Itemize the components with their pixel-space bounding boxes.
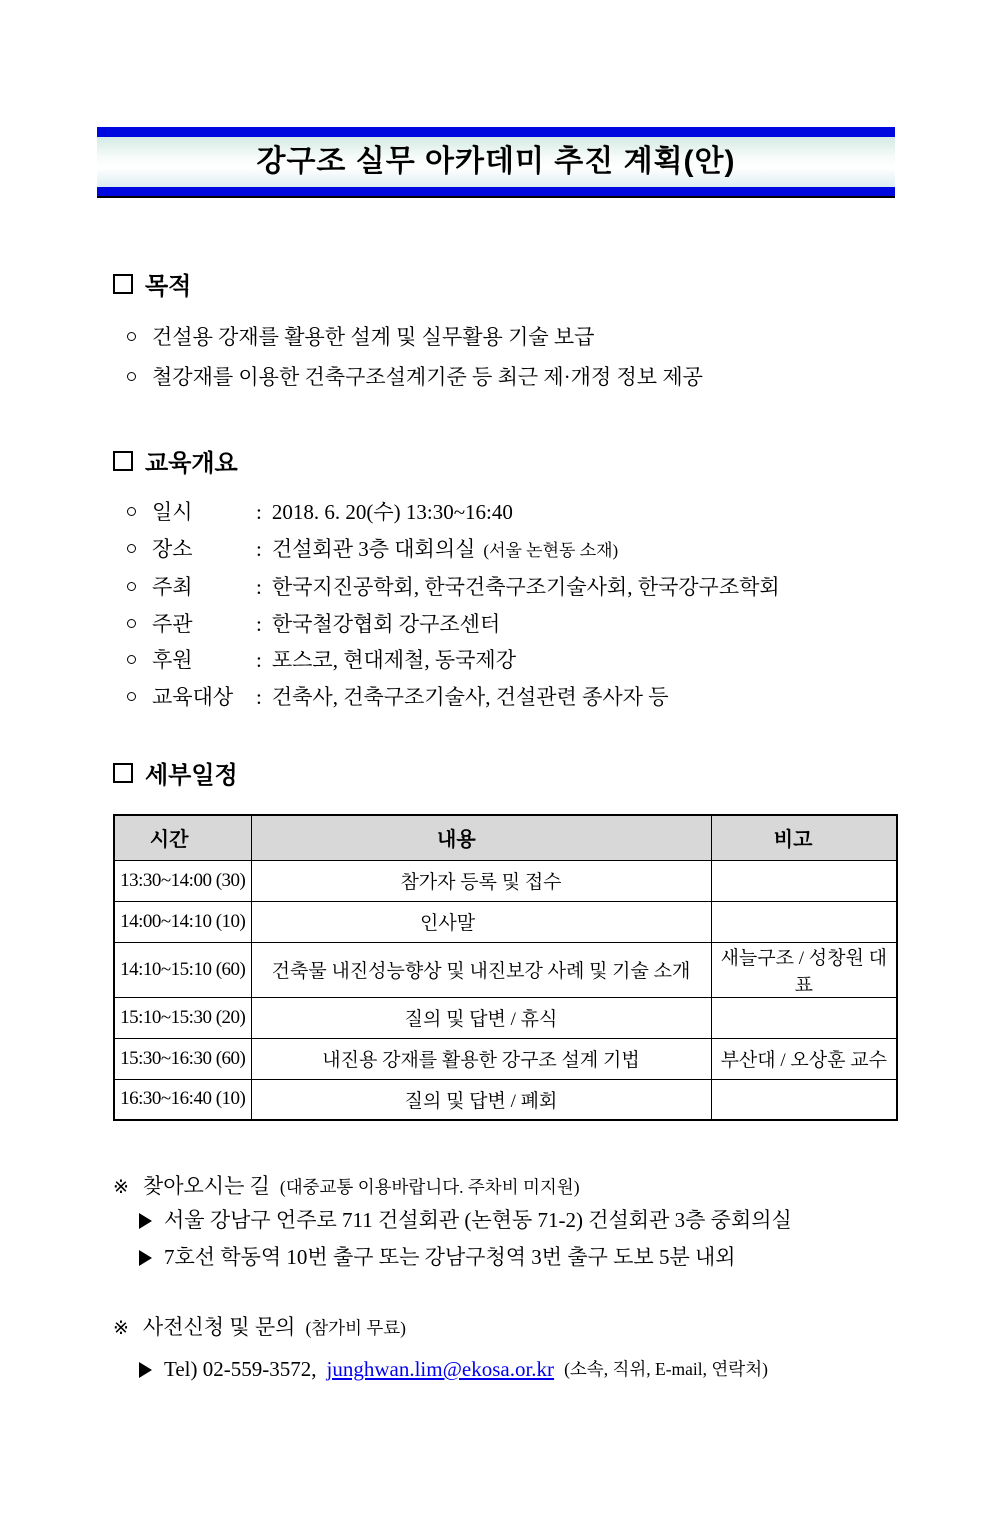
right-triangle-icon bbox=[139, 1250, 152, 1266]
purpose-bullet-text: 철강재를 이용한 건축구조설계기준 등 최근 제·개정 정보 제공 bbox=[152, 365, 703, 389]
cell-remark: 부산대 / 오상훈 교수 bbox=[711, 1038, 897, 1079]
list-item bbox=[113, 531, 902, 570]
purpose-bullet-list bbox=[113, 317, 902, 397]
section-purpose-title: 목적 bbox=[145, 273, 192, 300]
contact-title: 사전신청 및 문의 bbox=[142, 1315, 296, 1339]
cell-remark bbox=[711, 860, 897, 901]
cell-content: 인사말 bbox=[251, 901, 711, 942]
overview-item-value: 건설회관 3층 대회의실 bbox=[271, 536, 476, 561]
section-contact bbox=[113, 1312, 902, 1388]
document-page bbox=[0, 127, 992, 1388]
contact-email-note: (소속, 직위, E-mail, 연락처) bbox=[564, 1359, 768, 1379]
list-item bbox=[113, 642, 902, 679]
overview-item-label: 일시 bbox=[152, 500, 193, 524]
section-directions bbox=[113, 1171, 902, 1276]
colon-separator: : bbox=[256, 684, 262, 709]
white-circle-icon bbox=[127, 582, 136, 591]
section-purpose bbox=[113, 266, 902, 397]
table-header-row bbox=[114, 815, 897, 860]
white-circle-icon bbox=[127, 372, 136, 381]
cell-time: 14:00~14:10 (10) bbox=[114, 901, 251, 942]
cell-content: 건축물 내진성능향상 및 내진보강 사례 및 기술 소개 bbox=[251, 942, 711, 997]
cell-remark bbox=[711, 901, 897, 942]
overview-item-label: 주관 bbox=[152, 611, 193, 636]
column-header-remark: 비고 bbox=[711, 815, 897, 860]
colon-separator: : bbox=[256, 648, 262, 672]
overview-item-value: 건축사, 건축구조기술사, 건설관련 종사자 등 bbox=[271, 684, 669, 709]
table-row bbox=[114, 860, 897, 901]
colon-separator: : bbox=[256, 575, 262, 599]
column-header-content: 내용 bbox=[251, 815, 711, 860]
overview-item-value: 한국철강협회 강구조센터 bbox=[271, 611, 501, 636]
table-row bbox=[114, 1038, 897, 1079]
overview-item-value: 포스코, 현대제철, 동국제강 bbox=[271, 648, 516, 672]
white-circle-icon bbox=[127, 692, 136, 701]
cell-time: 14:10~15:10 (60) bbox=[114, 942, 251, 997]
reference-mark-icon: ※ bbox=[113, 1176, 129, 1198]
table-row bbox=[114, 997, 897, 1038]
overview-item-label: 장소 bbox=[152, 536, 193, 561]
colon-separator: : bbox=[256, 611, 262, 636]
document-title: 강구조 실무 아카데미 추진 계획(안) bbox=[256, 145, 736, 178]
section-overview-heading bbox=[113, 443, 902, 478]
overview-item-value: 2018. 6. 20(수) 13:30~16:40 bbox=[271, 500, 513, 524]
section-overview-title: 교육개요 bbox=[145, 450, 238, 477]
list-item bbox=[113, 317, 902, 357]
white-square-icon bbox=[113, 763, 133, 783]
white-circle-icon bbox=[127, 332, 136, 341]
section-schedule-title: 세부일정 bbox=[145, 762, 238, 789]
white-circle-icon bbox=[127, 544, 136, 553]
document-body bbox=[0, 196, 992, 1388]
cell-remark bbox=[711, 1079, 897, 1120]
list-item bbox=[113, 494, 902, 531]
list-item bbox=[113, 679, 902, 716]
list-item bbox=[113, 1239, 902, 1276]
colon-separator: : bbox=[256, 536, 262, 561]
section-schedule bbox=[113, 755, 902, 1121]
reference-mark-icon: ※ bbox=[113, 1317, 129, 1339]
cell-remark bbox=[711, 997, 897, 1038]
section-schedule-heading bbox=[113, 755, 902, 790]
white-circle-icon bbox=[127, 655, 136, 664]
list-item bbox=[113, 606, 902, 643]
table-row bbox=[114, 942, 897, 997]
overview-list bbox=[113, 494, 902, 715]
cell-time: 13:30~14:00 (30) bbox=[114, 860, 251, 901]
right-triangle-icon bbox=[139, 1362, 152, 1378]
directions-item-text: 서울 강남구 언주로 711 건설회관 (논현동 71-2) 건설회관 3층 중회의실 bbox=[164, 1208, 792, 1232]
cell-content: 내진용 강재를 활용한 강구조 설계 기법 bbox=[251, 1038, 711, 1079]
cell-remark: 새늘구조 / 성창원 대표 bbox=[711, 942, 897, 997]
contact-tel: Tel) 02-559-3572, bbox=[164, 1357, 317, 1381]
directions-heading bbox=[113, 1171, 902, 1202]
cell-time: 15:10~15:30 (20) bbox=[114, 997, 251, 1038]
overview-item-note: (서울 논현동 소재) bbox=[483, 540, 619, 560]
directions-title: 찾아오시는 길 bbox=[142, 1174, 270, 1198]
column-header-time: 시간 bbox=[114, 815, 251, 860]
cell-time: 16:30~16:40 (10) bbox=[114, 1079, 251, 1120]
white-square-icon bbox=[113, 274, 133, 294]
purpose-bullet-text: 건설용 강재를 활용한 설계 및 실무활용 기술 보급 bbox=[152, 325, 595, 349]
overview-item-label: 주최 bbox=[152, 575, 193, 599]
cell-time: 15:30~16:30 (60) bbox=[114, 1038, 251, 1079]
overview-item-value: 한국지진공학회, 한국건축구조기술사회, 한국강구조학회 bbox=[271, 575, 780, 599]
table-row bbox=[114, 901, 897, 942]
directions-note: (대중교통 이용바랍니다. 주차비 미지원) bbox=[279, 1177, 580, 1197]
title-banner bbox=[97, 127, 895, 196]
contact-line bbox=[113, 1351, 902, 1388]
directions-item-text: 7호선 학동역 10번 출구 또는 강남구청역 3번 출구 도보 5분 내외 bbox=[164, 1245, 736, 1269]
list-item bbox=[113, 357, 902, 397]
white-square-icon bbox=[113, 451, 133, 471]
cell-content: 질의 및 답변 / 폐회 bbox=[251, 1079, 711, 1120]
table-row bbox=[114, 1079, 897, 1120]
schedule-table bbox=[113, 814, 898, 1121]
section-purpose-heading bbox=[113, 266, 902, 301]
contact-note: (참가비 무료) bbox=[305, 1318, 406, 1338]
section-overview bbox=[113, 443, 902, 715]
cell-content: 질의 및 답변 / 휴식 bbox=[251, 997, 711, 1038]
right-triangle-icon bbox=[139, 1213, 152, 1229]
contact-heading bbox=[113, 1312, 902, 1343]
cell-content: 참가자 등록 및 접수 bbox=[251, 860, 711, 901]
white-circle-icon bbox=[127, 619, 136, 628]
email-link[interactable]: junghwan.lim@ekosa.or.kr bbox=[326, 1357, 555, 1381]
overview-item-label: 후원 bbox=[152, 648, 193, 672]
list-item bbox=[113, 569, 902, 606]
overview-item-label: 교육대상 bbox=[152, 684, 234, 709]
list-item bbox=[113, 1202, 902, 1239]
colon-separator: : bbox=[256, 500, 262, 524]
white-circle-icon bbox=[127, 507, 136, 516]
